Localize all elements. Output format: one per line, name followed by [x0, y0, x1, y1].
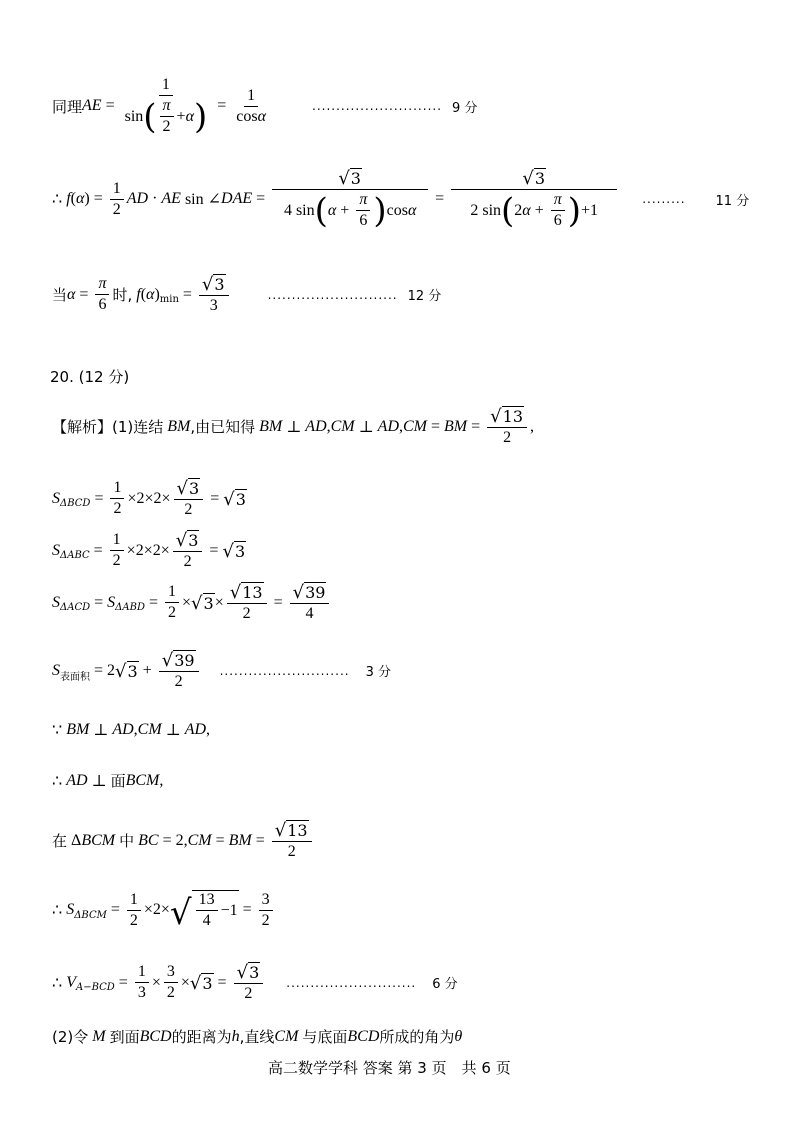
- score-12: 12 分: [407, 289, 442, 304]
- score-6: 6 分: [432, 977, 458, 992]
- line-s-bcm: ∴ S ΔBCM = $\frac{1}{2}$ ×2× √ $\frac{13}{4}$ −1 = $\frac{3}{2}$: [52, 890, 276, 930]
- text-part2-zhixian: ,直线: [239, 1028, 275, 1046]
- text-tongli: 同理: [52, 97, 83, 116]
- score-3: 3 分: [365, 665, 391, 680]
- line-triangle-bcm: 在 Δ BCM 中 BC = 2, CM = BM = √ 13 2: [52, 820, 315, 861]
- score-9: 9 分: [452, 100, 478, 116]
- question-20-heading: 20. (12 分): [50, 368, 130, 386]
- text-zai: 在: [52, 832, 68, 850]
- text-part2-daomian: 到面: [109, 1028, 140, 1046]
- line-s-acd: S ΔACD = S ΔABD = $\frac{1}{2}$ × √ 3 × √ 13 2 = √ 39 4: [52, 582, 332, 623]
- dot-leader: ...........................: [312, 99, 443, 113]
- text-part2-jiao: 所成的角为: [379, 1028, 455, 1046]
- page-footer: 高二数学学科 答案 第 3 页 共 6 页: [268, 1059, 511, 1077]
- fraction: 1 sin ( $\frac{\pi}{2}$ + α ): [124, 76, 208, 137]
- line-s-bcd: S ΔBCD = $\frac{1}{2}$ ×2×2× √ 3 2 = √ 3: [52, 478, 246, 518]
- text-biaomianji: 表面积: [60, 672, 90, 683]
- text-part2-juli: 的距离为: [171, 1028, 232, 1046]
- line-therefore-plane: ∴ AD ⊥ 面 BCM ,: [52, 771, 164, 790]
- line-f-alpha: ∴ f ( α ) = $\frac{1}{2}$ AD · AE sin ∠ DAE = √ 3 4 sin ( α + $\frac{\pi}{6}$ ) cos α = √ 3 2 sin ( 2 α + $\frac{\pi}{6}$ ) +1 ......... 11 分: [52, 168, 750, 231]
- line-jiexi: 【解析】(1)连结 BM ,由已知得 BM ⊥ AD , CM ⊥ AD , CM = BM = √ 13 2 ,: [52, 406, 535, 446]
- line-part-2: (2)令 M 到面 BCD 的距离为 h ,直线 CM 与底面 BCD 所成的角为 θ: [52, 1027, 463, 1046]
- text-zhong: 中: [119, 832, 135, 850]
- line-minimum: 当 α = $\frac{\pi}{6}$ 时, f ( α ) min = √ 3 3 ........................... 12 分: [52, 274, 442, 314]
- text-shi: 时,: [112, 286, 133, 304]
- line-volume: ∴ V A−BCD = $\frac{1}{3}$ × $\frac{3}{2}$ × √ 3 = √ 3 2 ........................... 6 分: [52, 962, 458, 1002]
- text-dang: 当: [52, 286, 68, 304]
- text-part2-yudimian: 与底面: [302, 1028, 348, 1046]
- line-because: ∵ BM ⊥ AD , CM ⊥ AD ,: [52, 721, 211, 739]
- text-part2-ling: (2)令: [52, 1028, 89, 1046]
- text-mian: 面: [110, 772, 126, 790]
- text-jiexi: 【解析】(1)连结: [52, 418, 164, 436]
- text-youyizhi: ,由已知得: [190, 418, 256, 436]
- line-surface-area: S 表面积 = 2 √ 3 + √ 39 2 ........................... 3 分: [52, 650, 391, 690]
- score-11: 11 分: [715, 193, 750, 209]
- line-s-abc: S ΔABC = $\frac{1}{2}$ ×2×2× √ 3 2 = √ 3: [52, 530, 246, 570]
- line-ae: 同理 AE = 1 sin ( $\frac{\pi}{2}$ + α ) = $\frac{1}{\cos\alpha}$ ........................... 9 分: [52, 76, 478, 137]
